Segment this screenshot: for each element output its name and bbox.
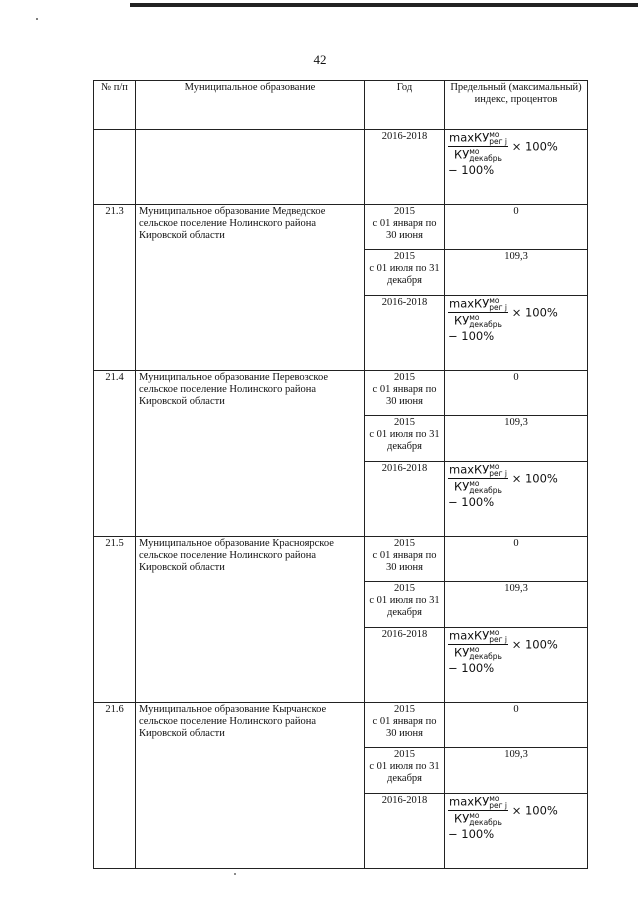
header-year: Год <box>365 81 445 130</box>
table-row <box>94 205 588 250</box>
index-formula: maxКУмо рег j КУмо декабрь × 100% − 100% <box>445 296 588 371</box>
header-num: № п/п <box>94 81 136 130</box>
table-row <box>94 703 588 748</box>
index-formula: maxКУмо рег j КУмо декабрь × 100% − 100% <box>445 794 588 869</box>
row-municipality: Муниципальное образование Перевозское сельское поселение Нолинского района Кировской области <box>136 371 365 537</box>
scan-speck <box>234 873 236 875</box>
row-num: 21.5 <box>94 537 136 703</box>
row-index-value: 0 <box>445 703 588 748</box>
row-year: 2016-2018 <box>365 628 445 703</box>
row-year: 2016-2018 <box>365 794 445 869</box>
formula-numerator: maxКУ <box>449 130 490 145</box>
row-index-value: 109,3 <box>445 416 588 462</box>
row-num: 21.3 <box>94 205 136 371</box>
row-num-cell <box>94 130 136 205</box>
row-year: 2015 с 01 января по 30 июня <box>365 205 445 250</box>
row-year: 2016-2018 <box>365 462 445 537</box>
row-year: 2015 с 01 июля по 31 декабря <box>365 748 445 794</box>
tariff-index-table <box>93 80 588 869</box>
row-year-cell: 2016-2018 <box>365 130 445 205</box>
row-index-value: 0 <box>445 537 588 582</box>
row-year: 2015 с 01 января по 30 июня <box>365 537 445 582</box>
header-name: Муниципальное образование <box>136 81 365 130</box>
row-num: 21.6 <box>94 703 136 869</box>
row-num: 21.4 <box>94 371 136 537</box>
header-index: Предельный (максимальный) индекс, процентов <box>445 81 588 130</box>
row-year: 2015 с 01 января по 30 июня <box>365 371 445 416</box>
row-index-value: 109,3 <box>445 748 588 794</box>
row-index-value: 109,3 <box>445 582 588 628</box>
row-index-value: 109,3 <box>445 250 588 296</box>
row-year: 2016-2018 <box>365 296 445 371</box>
row-year: 2015 с 01 июля по 31 декабря <box>365 416 445 462</box>
row-municipality: Муниципальное образование Кырчанское сельское поселение Нолинского района Кировской области <box>136 703 365 869</box>
table-header-row <box>94 81 588 130</box>
table-row-continuation <box>94 130 588 205</box>
scan-speck <box>36 18 38 20</box>
index-formula: maxКУмо рег j КУмо декабрь × 100% − 100% <box>445 130 588 205</box>
formula-denominator: КУ <box>454 147 470 162</box>
table-row <box>94 371 588 416</box>
scan-border-line <box>130 3 638 7</box>
page-number: 42 <box>313 52 327 67</box>
row-municipality: Муниципальное образование Красноярское сельское поселение Нолинского района Кировской области <box>136 537 365 703</box>
index-formula: maxКУмо рег j КУмо декабрь × 100% − 100% <box>445 462 588 537</box>
row-index-value: 0 <box>445 371 588 416</box>
index-formula: maxКУмо рег j КУмо декабрь × 100% − 100% <box>445 628 588 703</box>
row-municipality: Муниципальное образование Медведское сельское поселение Нолинского района Кировской области <box>136 205 365 371</box>
row-index-value: 0 <box>445 205 588 250</box>
row-name-cell <box>136 130 365 205</box>
row-year: 2015 с 01 июля по 31 декабря <box>365 582 445 628</box>
table-row <box>94 537 588 582</box>
row-year: 2015 с 01 января по 30 июня <box>365 703 445 748</box>
row-year: 2015 с 01 июля по 31 декабря <box>365 250 445 296</box>
